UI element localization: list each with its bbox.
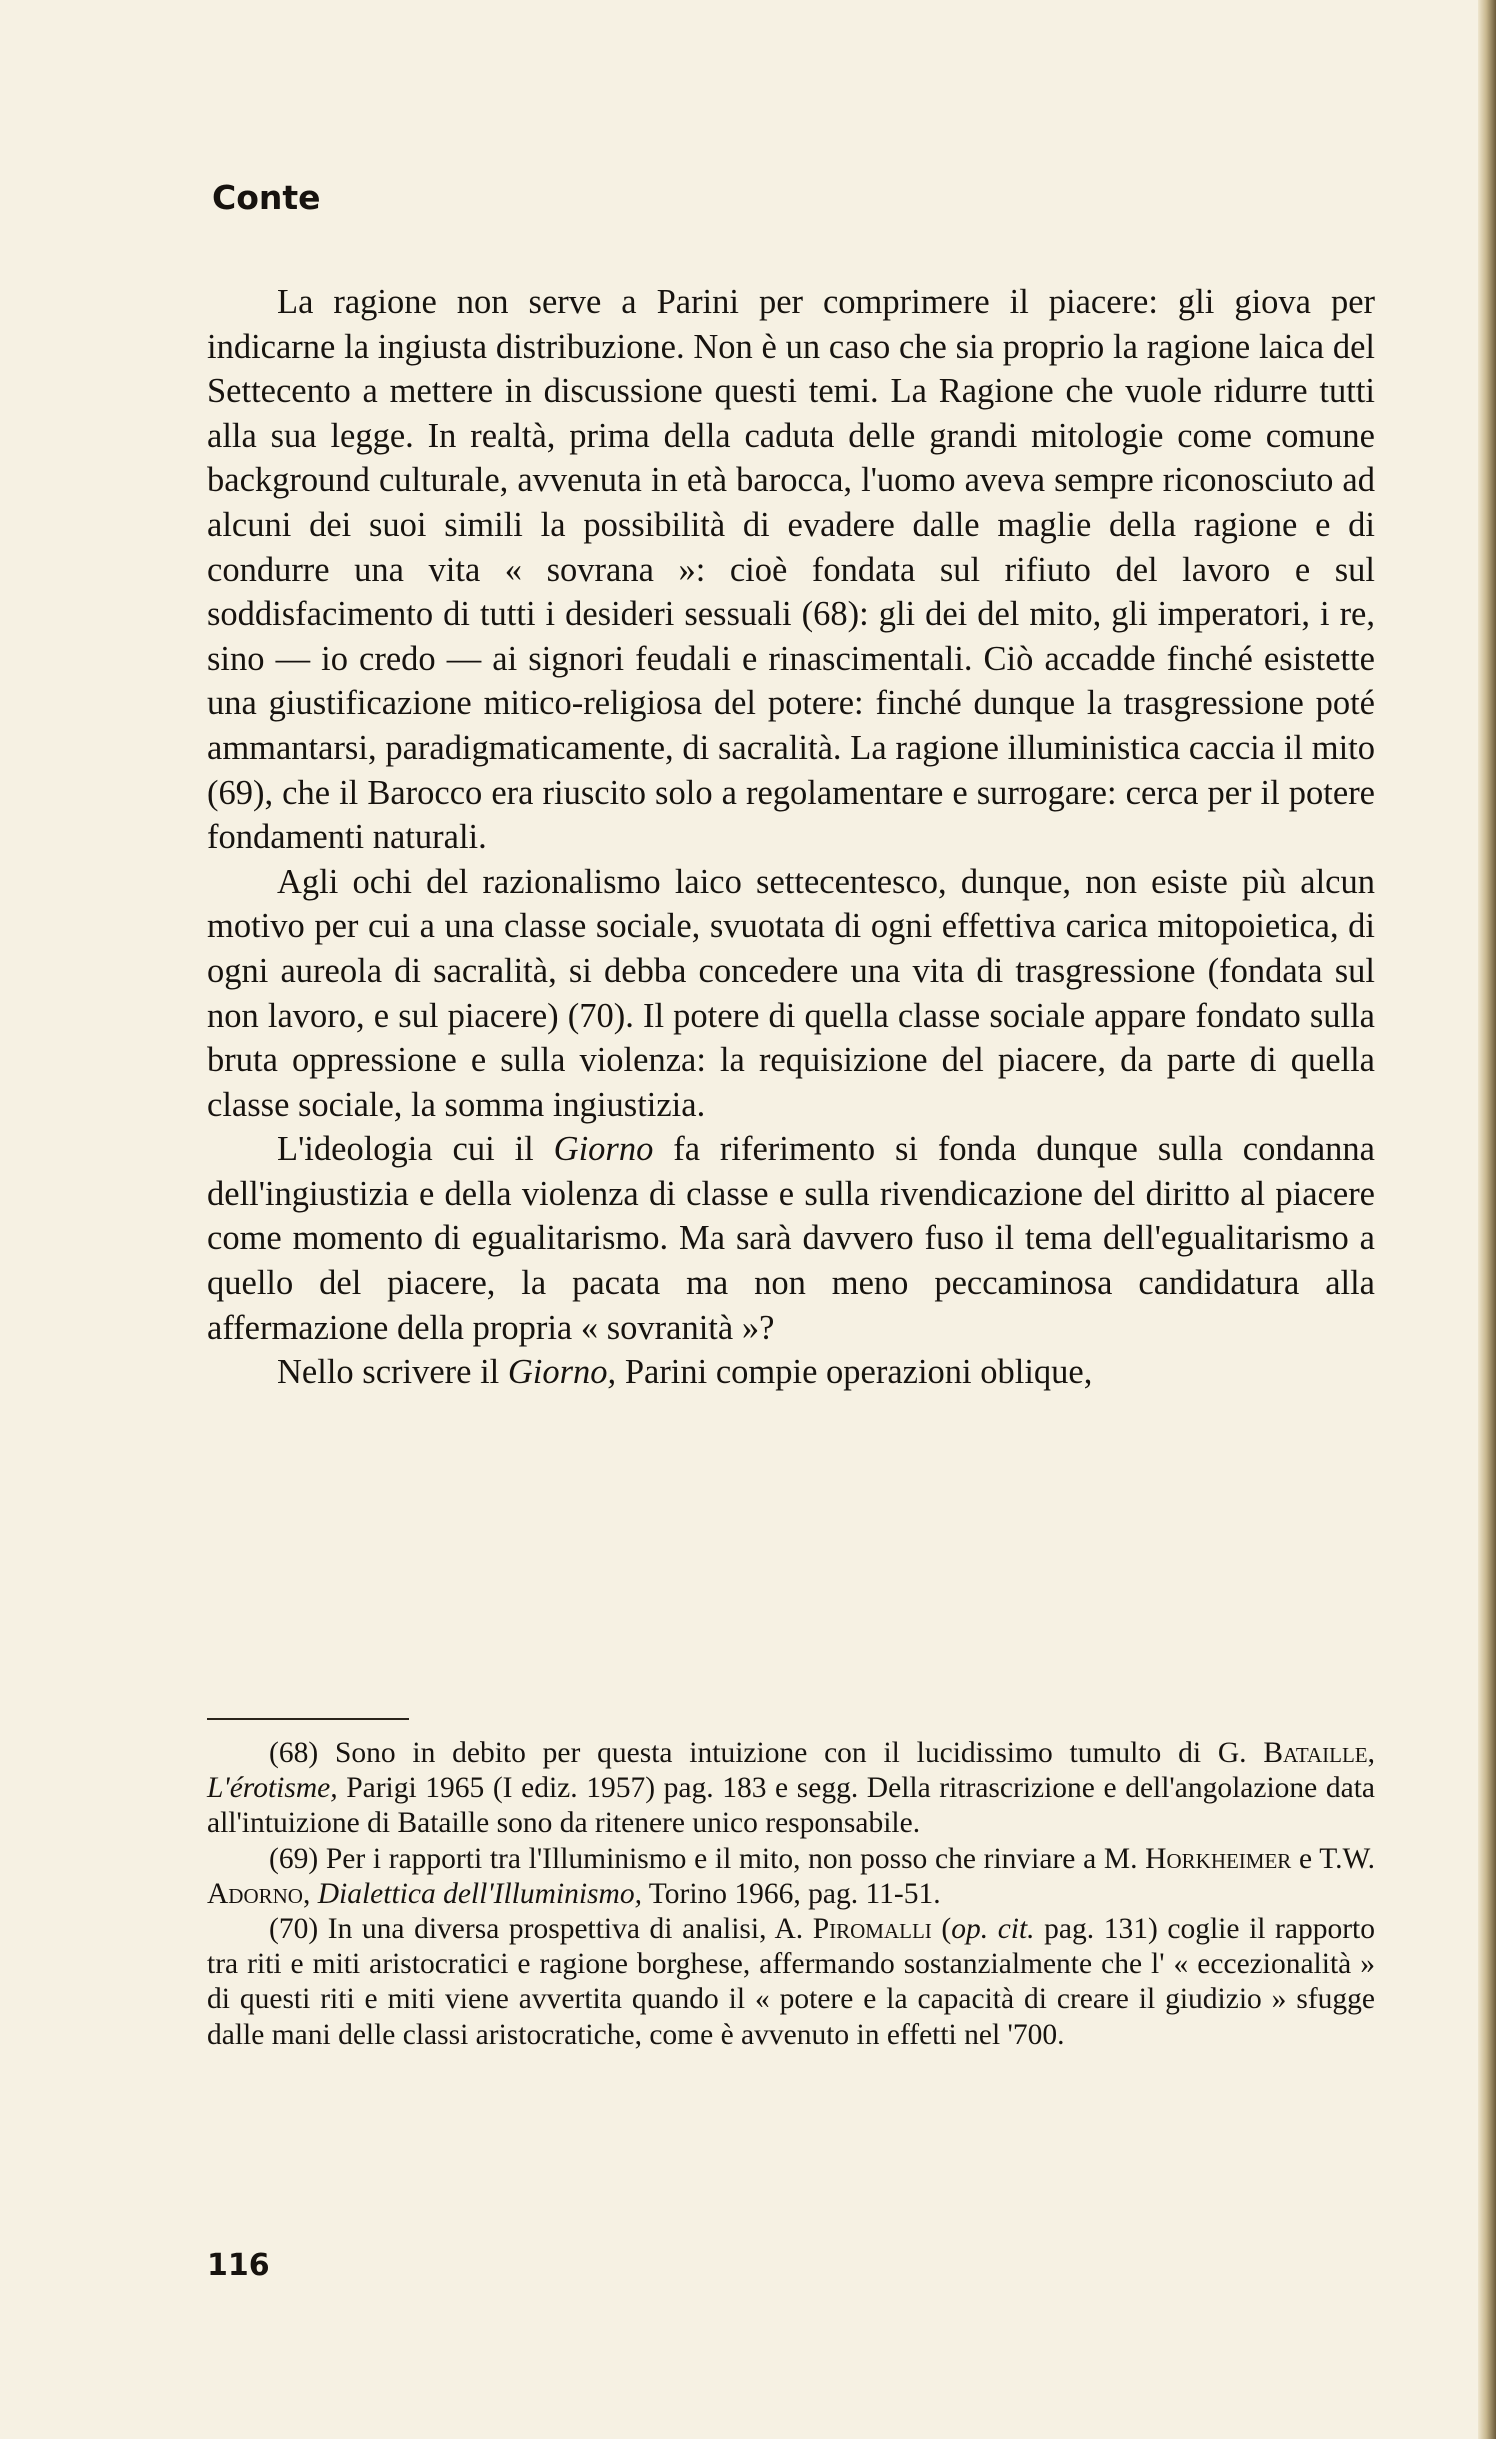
author-name: Adorno <box>207 1877 303 1910</box>
main-text <box>207 280 1375 1395</box>
footnote-68: (68) Sono in debito per questa intuizione con il lucidissimo tumulto di G. Bataille, L'érotisme, Parigi 1965 (I ediz. 1957) pag. 183 e segg. Della ritrascrizione e dell'angolazione data all'intuizione di Bataille sono da ritenere unico responsabile. <box>207 1737 1375 1840</box>
book-title: Dialettica dell'Illuminismo, <box>317 1877 642 1910</box>
paragraph-3: L'ideologia cui il Giorno fa riferimento si fonda dunque sulla condanna dell'ingiustizia e della violenza di classe e sulla rivendicazione del diritto al piacere come momento di egualitarismo. Ma sarà davvero fuso il tema dell'egualitarismo a quello del piacere, la pacata ma non meno peccaminosa candidatura alla affermazione della propria « sovranità »? <box>207 1130 1375 1347</box>
title-giorno: Giorno <box>553 1130 654 1169</box>
citation-abbrev: op. cit. <box>951 1913 1035 1946</box>
running-header: Conte <box>212 178 321 217</box>
footnote-separator <box>207 1718 409 1720</box>
author-name: Bataille <box>1263 1737 1368 1769</box>
footnote-70: (70) In una diversa prospettiva di analisi, A. Piromalli (op. cit. pag. 131) coglie il rapporto tra riti e miti aristocratici e ragione borghese, affermando sostanzialmente che l' « eccezionalità » di questi riti e miti viene avvertita quando il « potere e la capacità di creare il giudizio » sfugge dalle mani delle classi aristocratiche, come è avvenuto in effetti nel '700. <box>207 1913 1375 2051</box>
footnote-69: (69) Per i rapporti tra l'Illuminismo e il mito, non posso che rinviare a M. Horkheimer e T.W. Adorno, Dialettica dell'Illuminismo, Torino 1966, pag. 11-51. <box>207 1842 1375 1910</box>
book-title: L'érotisme, <box>207 1772 338 1805</box>
paragraph-2: Agli ochi del razionalismo laico settecentesco, dunque, non esiste più alcun motivo per cui a una classe sociale, svuotata di ogni effettiva carica mitopoietica, di ogni aureola di sacralità, si debba concedere una vita di trasgressione (fondata sul non lavoro, e sul piacere) (70). Il potere di quella classe sociale appare fondato sulla bruta oppressione e sulla violenza: la requisizione del piacere, da parte di quella classe sociale, la somma ingiustizia. <box>207 862 1375 1124</box>
paragraph-4: Nello scrivere il Giorno, Parini compie operazioni oblique, <box>277 1353 1093 1392</box>
title-giorno: Giorno, <box>507 1353 617 1392</box>
author-name: Horkheimer <box>1145 1842 1292 1875</box>
footnotes <box>207 1736 1375 2053</box>
author-name: Piromalli <box>812 1913 932 1946</box>
page-edge-shadow <box>1478 0 1496 2439</box>
paragraph-1: La ragione non serve a Parini per comprimere il piacere: gli giova per indicarne la ingiusta distribuzione. Non è un caso che sia proprio la ragione laica del Settecento a mettere in discussione questi temi. La Ragione che vuole ridurre tutti alla sua legge. In realtà, prima della caduta delle grandi mitologie come comune background culturale, avvenuta in età barocca, l'uomo aveva sempre riconosciuto ad alcuni dei suoi simili la possibilità di evadere dalle maglie della ragione e di condurre una vita « sovrana »: cioè fondata sul rifiuto del lavoro e sul soddisfacimento di tutti i desideri sessuali (68): gli dei del mito, gli imperatori, i re, sino — io credo — ai signori feudali e rinascimentali. Ciò accadde finché esistette una giustificazione mitico-religiosa del potere: finché dunque la trasgressione poté ammantarsi, paradigmaticamente, di sacralità. La ragione illuministica caccia il mito (69), che il Barocco era riuscito solo a regolamentare e surrogare: cerca per il potere fondamenti naturali. <box>207 283 1375 857</box>
page-number: 116 <box>207 2248 270 2283</box>
